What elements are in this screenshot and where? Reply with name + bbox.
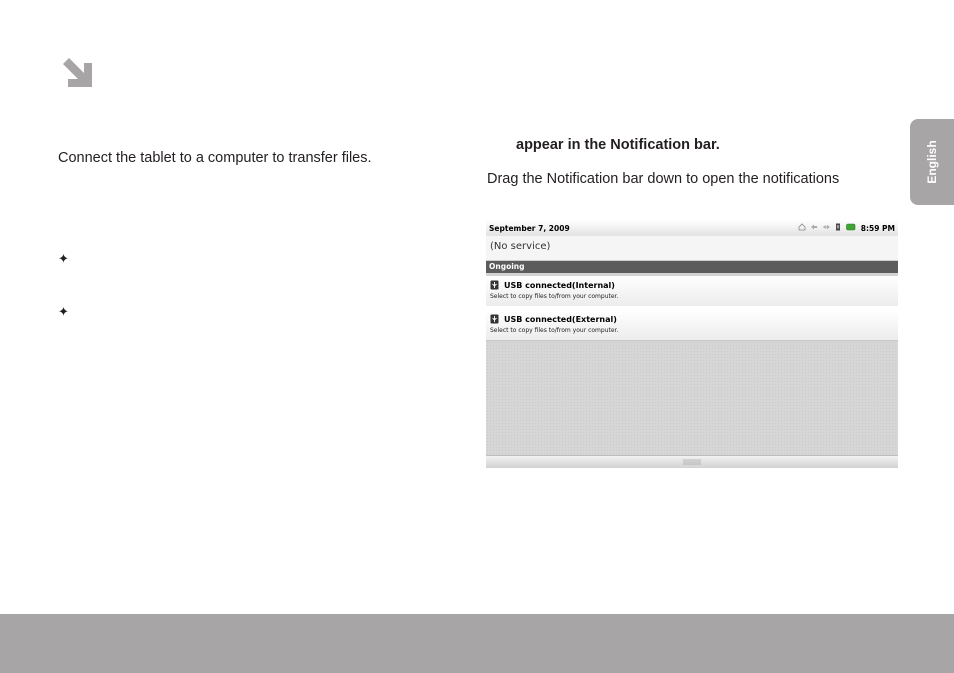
status-date: September 7, 2009 — [489, 224, 570, 233]
notification-panel-background — [486, 341, 898, 455]
bullet-marker: ✦ — [58, 251, 69, 266]
notification-subtitle: Select to copy files to/from your computer. — [490, 293, 619, 300]
back-icon — [810, 223, 818, 231]
usb-icon — [490, 280, 499, 290]
notification-item[interactable] — [486, 310, 898, 341]
grip-icon — [683, 459, 701, 465]
status-bar[interactable] — [486, 220, 898, 236]
section-header-label: Ongoing — [489, 262, 525, 271]
carrier-status-label: (No service) — [490, 241, 551, 252]
sim-icon — [834, 223, 842, 231]
intro-text: Connect the tablet to a computer to transfer files. — [58, 150, 372, 166]
notification-item[interactable] — [486, 276, 898, 307]
battery-icon — [846, 223, 856, 231]
bullet-marker: ✦ — [58, 304, 69, 319]
drag-instruction: Drag the Notification bar down to open the notifications — [487, 171, 840, 187]
section-header — [486, 261, 898, 273]
status-time: 8:59 PM — [860, 224, 895, 233]
carrier-status — [486, 236, 898, 261]
usb-icon — [490, 314, 499, 324]
notification-title: USB connected(Internal) — [504, 281, 615, 290]
status-icons — [798, 223, 856, 231]
notification-subtitle: Select to copy files to/from your computer. — [490, 327, 619, 334]
language-tab — [910, 119, 954, 205]
usb-icon — [822, 223, 830, 231]
appear-text: appear in the Notification bar. — [516, 137, 720, 153]
notification-title: USB connected(External) — [504, 315, 617, 324]
footer-bar — [0, 614, 954, 673]
arrow-down-right-icon — [60, 55, 94, 89]
language-tab-label: English — [925, 140, 939, 184]
notification-screenshot — [486, 220, 898, 468]
home-icon — [798, 223, 806, 231]
drag-handle[interactable] — [486, 455, 898, 468]
